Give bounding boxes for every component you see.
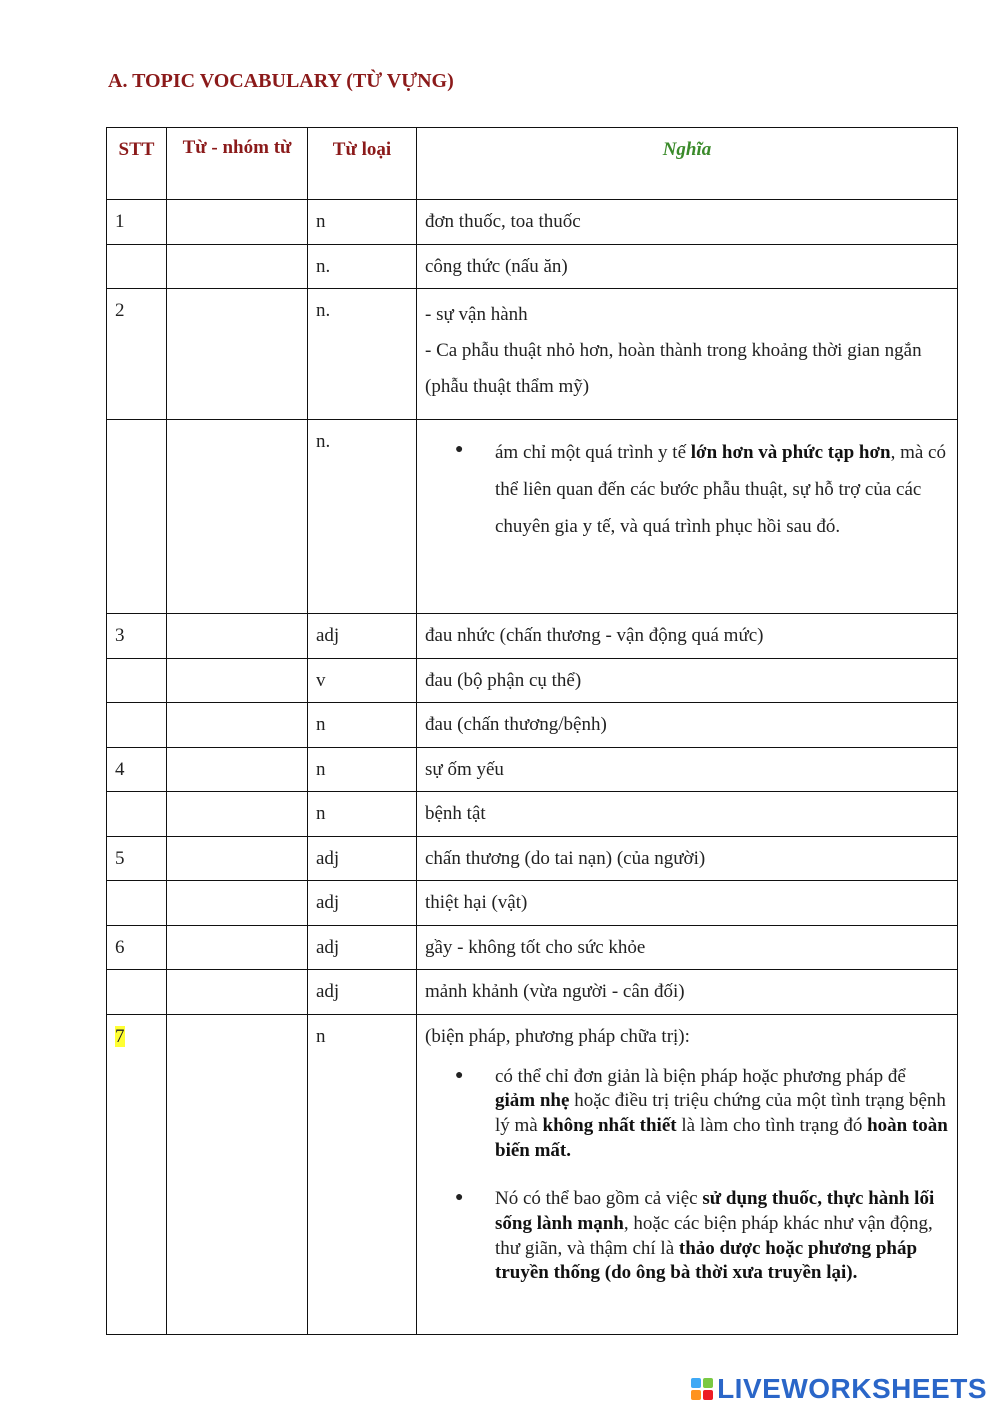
table-row (107, 792, 958, 837)
cell-word (167, 881, 308, 926)
table-header-row (107, 128, 958, 200)
cell-word (167, 658, 308, 703)
table-row (107, 289, 958, 420)
logo-text: LIVEWORKSHEETS (717, 1373, 987, 1404)
cell-meaning: công thức (nấu ăn) (417, 244, 958, 289)
table-row (107, 970, 958, 1015)
cell-pos: n (308, 792, 417, 837)
cell-meaning: bệnh tật (417, 792, 958, 837)
table-row (107, 244, 958, 289)
cell-stt: 6 (107, 925, 167, 970)
cell-word (167, 747, 308, 792)
cell-word (167, 200, 308, 245)
cell-meaning (417, 289, 958, 420)
cell-pos: adj (308, 614, 417, 659)
table-row (107, 925, 958, 970)
page-title: A. TOPIC VOCABULARY (TỪ VỰNG) (108, 70, 454, 92)
meaning-bullet: ● ám chỉ một quá trình y tế lớn hơn và phức tạp hơn, mà có thể liên quan đến các bước phẫu thuật, sự hỗ trợ của các chuyên gia y tế, và quá trình phục hồi sau đó. (495, 434, 949, 545)
cell-word (167, 970, 308, 1015)
cell-meaning: đau (chấn thương/bệnh) (417, 703, 958, 748)
cell-pos: adj (308, 925, 417, 970)
cell-stt (107, 970, 167, 1015)
cell-pos: n (308, 703, 417, 748)
vocabulary-table (106, 127, 958, 1335)
cell-meaning: đau (bộ phận cụ thể) (417, 658, 958, 703)
cell-meaning (417, 1015, 958, 1335)
cell-stt (107, 881, 167, 926)
cell-stt (107, 703, 167, 748)
header-word: Từ - nhóm từ (167, 128, 308, 200)
cell-pos: v (308, 658, 417, 703)
highlighted-number: 7 (115, 1026, 125, 1048)
meaning-intro: (biện pháp, phương pháp chữa trị): (425, 1026, 690, 1048)
cell-stt (107, 1015, 167, 1335)
cell-word (167, 289, 308, 420)
logo-mark-icon (691, 1378, 713, 1400)
cell-word (167, 792, 308, 837)
header-stt: STT (107, 128, 167, 200)
cell-meaning: đau nhức (chấn thương - vận động quá mức) (417, 614, 958, 659)
cell-word (167, 244, 308, 289)
table-row (107, 614, 958, 659)
cell-pos: n (308, 1015, 417, 1335)
cell-stt: 5 (107, 836, 167, 881)
cell-meaning (417, 420, 958, 614)
cell-stt (107, 658, 167, 703)
cell-word (167, 703, 308, 748)
table-row (107, 836, 958, 881)
cell-meaning: chấn thương (do tai nạn) (của người) (417, 836, 958, 881)
cell-word (167, 836, 308, 881)
cell-stt (107, 792, 167, 837)
cell-word (167, 925, 308, 970)
meaning-bullet: ● có thể chỉ đơn giản là biện pháp hoặc phương pháp để giảm nhẹ hoặc điều trị triệu chứng của một tình trạng bệnh lý mà không nhất thiết là làm cho tình trạng đó hoàn toàn biến mất. (495, 1065, 949, 1164)
table-row (107, 881, 958, 926)
cell-pos: adj (308, 836, 417, 881)
cell-pos: n. (308, 289, 417, 420)
header-pos: Từ loại (308, 128, 417, 200)
cell-meaning: sự ốm yếu (417, 747, 958, 792)
table-row (107, 1015, 958, 1335)
cell-pos: n. (308, 420, 417, 614)
cell-pos: adj (308, 970, 417, 1015)
table-row (107, 658, 958, 703)
cell-word (167, 420, 308, 614)
cell-word (167, 1015, 308, 1335)
cell-stt: 4 (107, 747, 167, 792)
cell-meaning: mảnh khảnh (vừa người - cân đối) (417, 970, 958, 1015)
cell-meaning: đơn thuốc, toa thuốc (417, 200, 958, 245)
table-row (107, 703, 958, 748)
meaning-bullet: ● Nó có thể bao gồm cả việc sử dụng thuốc, thực hành lối sống lành mạnh, hoặc các biện pháp khác như vận động, thư giãn, và thậm chí là thảo dược hoặc phương pháp truyền thống (do ông bà thời xưa truyền lại). (495, 1187, 949, 1286)
liveworksheets-logo (691, 1373, 987, 1405)
cell-pos: n. (308, 244, 417, 289)
table-row (107, 747, 958, 792)
cell-meaning: thiệt hại (vật) (417, 881, 958, 926)
cell-stt: 1 (107, 200, 167, 245)
cell-stt (107, 244, 167, 289)
cell-pos: adj (308, 881, 417, 926)
cell-stt: 3 (107, 614, 167, 659)
cell-word (167, 614, 308, 659)
meaning-line: - sự vận hành (425, 304, 528, 326)
table-row (107, 200, 958, 245)
cell-pos: n (308, 200, 417, 245)
header-meaning: Nghĩa (417, 128, 958, 200)
meaning-line: - Ca phẫu thuật nhỏ hơn, hoàn thành trong khoảng thời gian ngắn (phẫu thuật thẩm mỹ) (425, 340, 922, 398)
cell-pos: n (308, 747, 417, 792)
cell-stt (107, 420, 167, 614)
cell-stt: 2 (107, 289, 167, 420)
table-row (107, 420, 958, 614)
cell-meaning: gầy - không tốt cho sức khỏe (417, 925, 958, 970)
